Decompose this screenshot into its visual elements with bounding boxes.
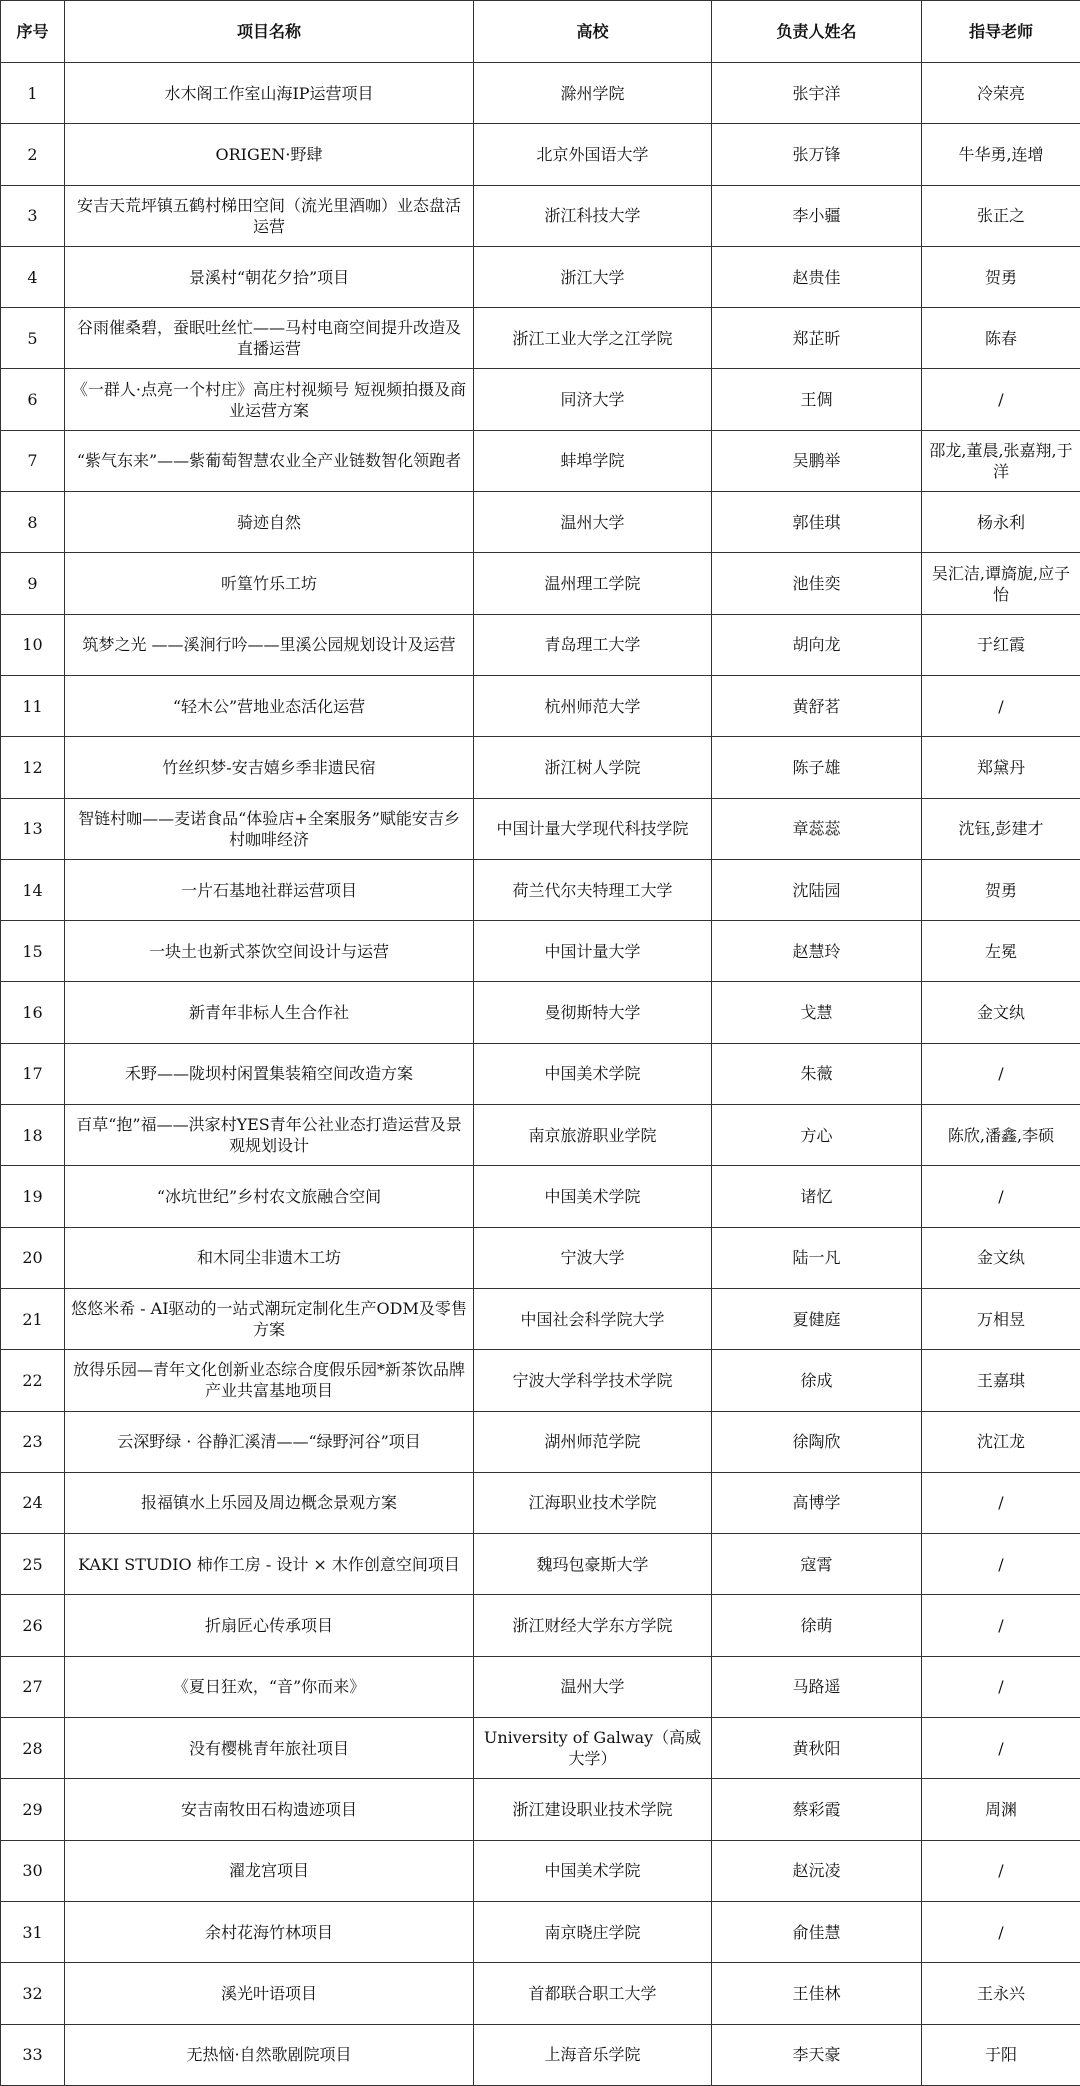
cell-school: 中国计量大学现代科技学院 — [474, 798, 712, 859]
cell-advisor: 万相昱 — [922, 1288, 1080, 1349]
cell-no: 2 — [1, 124, 65, 185]
table-row — [1, 2024, 1080, 2085]
cell-no: 18 — [1, 1105, 65, 1166]
cell-leader: 朱薇 — [712, 1043, 922, 1104]
cell-school: 中国美术学院 — [474, 1043, 712, 1104]
cell-leader: 赵慧玲 — [712, 921, 922, 982]
header-leader: 负责人姓名 — [712, 1, 922, 63]
cell-school: 上海音乐学院 — [474, 2024, 712, 2085]
table-row — [1, 1718, 1080, 1779]
cell-school: 杭州师范大学 — [474, 675, 712, 736]
cell-no: 10 — [1, 614, 65, 675]
cell-leader: 诸忆 — [712, 1166, 922, 1227]
cell-school: 浙江工业大学之江学院 — [474, 308, 712, 369]
cell-no: 1 — [1, 63, 65, 124]
cell-leader: 蔡彩霞 — [712, 1779, 922, 1840]
table-row — [1, 737, 1080, 798]
table-row — [1, 1534, 1080, 1595]
table-row — [1, 63, 1080, 124]
cell-project: 折扇匠心传承项目 — [65, 1595, 474, 1656]
cell-school: 浙江大学 — [474, 246, 712, 307]
cell-project: 水木阁工作室山海IP运营项目 — [65, 63, 474, 124]
cell-no: 12 — [1, 737, 65, 798]
cell-project: KAKI STUDIO 柿作工房 - 设计 × 木作创意空间项目 — [65, 1534, 474, 1595]
table-row — [1, 982, 1080, 1043]
cell-advisor: 王嘉琪 — [922, 1350, 1080, 1411]
cell-school: 滁州学院 — [474, 63, 712, 124]
table-row — [1, 1043, 1080, 1104]
cell-no: 26 — [1, 1595, 65, 1656]
table-row — [1, 1779, 1080, 1840]
table-row — [1, 1411, 1080, 1472]
cell-advisor: 于红霞 — [922, 614, 1080, 675]
cell-project: 没有樱桃青年旅社项目 — [65, 1718, 474, 1779]
cell-project: 《夏日狂欢，“音”你而来》 — [65, 1656, 474, 1717]
cell-project: 无热恼·自然歌剧院项目 — [65, 2024, 474, 2085]
cell-advisor: 张正之 — [922, 185, 1080, 246]
cell-school: 湖州师范学院 — [474, 1411, 712, 1472]
table-row — [1, 1105, 1080, 1166]
cell-leader: 徐成 — [712, 1350, 922, 1411]
table-row — [1, 675, 1080, 736]
cell-no: 19 — [1, 1166, 65, 1227]
cell-no: 28 — [1, 1718, 65, 1779]
cell-leader: 徐陶欣 — [712, 1411, 922, 1472]
table-row — [1, 1656, 1080, 1717]
cell-advisor: / — [922, 1472, 1080, 1533]
cell-project: 云深野绿 · 谷静汇溪清——“绿野河谷”项目 — [65, 1411, 474, 1472]
cell-project: 骑迹自然 — [65, 492, 474, 553]
table-row — [1, 1472, 1080, 1533]
cell-school: 江海职业技术学院 — [474, 1472, 712, 1533]
cell-project: 景溪村“朝花夕拾”项目 — [65, 246, 474, 307]
table-row — [1, 614, 1080, 675]
cell-leader: 陆一凡 — [712, 1227, 922, 1288]
cell-no: 21 — [1, 1288, 65, 1349]
cell-leader: 池佳奕 — [712, 553, 922, 614]
cell-leader: 黄秋阳 — [712, 1718, 922, 1779]
cell-no: 15 — [1, 921, 65, 982]
cell-advisor: / — [922, 1043, 1080, 1104]
cell-leader: 王倜 — [712, 369, 922, 430]
cell-no: 16 — [1, 982, 65, 1043]
cell-school: 北京外国语大学 — [474, 124, 712, 185]
cell-project: 余村花海竹林项目 — [65, 1901, 474, 1962]
cell-no: 25 — [1, 1534, 65, 1595]
cell-school: 中国社会科学院大学 — [474, 1288, 712, 1349]
cell-advisor: / — [922, 675, 1080, 736]
cell-no: 13 — [1, 798, 65, 859]
cell-leader: 章蕊蕊 — [712, 798, 922, 859]
cell-project: “紫气东来”——紫葡萄智慧农业全产业链数智化领跑者 — [65, 430, 474, 491]
cell-leader: 赵贵佳 — [712, 246, 922, 307]
cell-advisor: 冷荣亮 — [922, 63, 1080, 124]
cell-school: 中国计量大学 — [474, 921, 712, 982]
cell-advisor: / — [922, 1718, 1080, 1779]
cell-school: 青岛理工大学 — [474, 614, 712, 675]
cell-project: 《一群人·点亮一个村庄》高庄村视频号 短视频拍摄及商业运营方案 — [65, 369, 474, 430]
cell-leader: 戈慧 — [712, 982, 922, 1043]
cell-advisor: 郑黛丹 — [922, 737, 1080, 798]
cell-project: 放得乐园—青年文化创新业态综合度假乐园*新茶饮品牌产业共富基地项目 — [65, 1350, 474, 1411]
cell-advisor: 陈欣,潘鑫,李硕 — [922, 1105, 1080, 1166]
table-row — [1, 1595, 1080, 1656]
cell-school: 中国美术学院 — [474, 1840, 712, 1901]
cell-advisor: 贺勇 — [922, 246, 1080, 307]
cell-advisor: 沈钰,彭建才 — [922, 798, 1080, 859]
cell-no: 7 — [1, 430, 65, 491]
cell-no: 5 — [1, 308, 65, 369]
cell-no: 22 — [1, 1350, 65, 1411]
cell-leader: 赵沅凌 — [712, 1840, 922, 1901]
cell-leader: 陈子雄 — [712, 737, 922, 798]
cell-advisor: 陈春 — [922, 308, 1080, 369]
cell-project: 智链村咖——麦诺食品“体验店+全案服务”赋能安吉乡村咖啡经济 — [65, 798, 474, 859]
cell-advisor: 杨永利 — [922, 492, 1080, 553]
cell-no: 6 — [1, 369, 65, 430]
table-row — [1, 553, 1080, 614]
cell-no: 32 — [1, 1963, 65, 2024]
cell-project: 百草“抱”福——洪家村YES青年公社业态打造运营及景观规划设计 — [65, 1105, 474, 1166]
cell-advisor: 金文纨 — [922, 1227, 1080, 1288]
cell-advisor: 于阳 — [922, 2024, 1080, 2085]
cell-school: 南京旅游职业学院 — [474, 1105, 712, 1166]
cell-no: 8 — [1, 492, 65, 553]
cell-project: “轻木公”营地业态活化运营 — [65, 675, 474, 736]
table-row — [1, 369, 1080, 430]
cell-leader: 高博学 — [712, 1472, 922, 1533]
table-row — [1, 921, 1080, 982]
cell-school: 宁波大学 — [474, 1227, 712, 1288]
cell-leader: 方心 — [712, 1105, 922, 1166]
cell-project: 和木同尘非遗木工坊 — [65, 1227, 474, 1288]
cell-no: 9 — [1, 553, 65, 614]
cell-project: ORIGEN·野肆 — [65, 124, 474, 185]
cell-leader: 马路遥 — [712, 1656, 922, 1717]
cell-school: 浙江建设职业技术学院 — [474, 1779, 712, 1840]
cell-advisor: 贺勇 — [922, 859, 1080, 920]
cell-leader: 吴鹏举 — [712, 430, 922, 491]
cell-no: 23 — [1, 1411, 65, 1472]
cell-project: 悠悠米希 - AI驱动的一站式潮玩定制化生产ODM及零售方案 — [65, 1288, 474, 1349]
cell-leader: 徐萌 — [712, 1595, 922, 1656]
cell-no: 4 — [1, 246, 65, 307]
cell-advisor: 吴汇洁,谭旖旎,应子怡 — [922, 553, 1080, 614]
table-header-row — [1, 1, 1080, 63]
cell-advisor: / — [922, 1166, 1080, 1227]
cell-advisor: / — [922, 369, 1080, 430]
header-project: 项目名称 — [65, 1, 474, 63]
cell-school: 荷兰代尔夫特理工大学 — [474, 859, 712, 920]
cell-school: University of Galway（高威大学） — [474, 1718, 712, 1779]
cell-advisor: / — [922, 1656, 1080, 1717]
cell-leader: 郑芷昕 — [712, 308, 922, 369]
cell-leader: 胡向龙 — [712, 614, 922, 675]
cell-school: 温州理工学院 — [474, 553, 712, 614]
table-row — [1, 1901, 1080, 1962]
cell-no: 17 — [1, 1043, 65, 1104]
cell-advisor: / — [922, 1840, 1080, 1901]
table-body — [1, 63, 1080, 2086]
header-no: 序号 — [1, 1, 65, 63]
cell-project: 听篁竹乐工坊 — [65, 553, 474, 614]
cell-school: 魏玛包豪斯大学 — [474, 1534, 712, 1595]
cell-school: 蚌埠学院 — [474, 430, 712, 491]
cell-advisor: / — [922, 1901, 1080, 1962]
cell-project: 安吉南牧田石构遗迹项目 — [65, 1779, 474, 1840]
cell-project: 一片石基地社群运营项目 — [65, 859, 474, 920]
cell-project: 一块土也新式茶饮空间设计与运营 — [65, 921, 474, 982]
cell-school: 中国美术学院 — [474, 1166, 712, 1227]
cell-project: 禾野——陇坝村闲置集装箱空间改造方案 — [65, 1043, 474, 1104]
cell-no: 20 — [1, 1227, 65, 1288]
cell-project: 谷雨催桑碧，蚕眠吐丝忙——马村电商空间提升改造及直播运营 — [65, 308, 474, 369]
header-school: 高校 — [474, 1, 712, 63]
cell-advisor: 沈江龙 — [922, 1411, 1080, 1472]
cell-no: 11 — [1, 675, 65, 736]
cell-school: 宁波大学科学技术学院 — [474, 1350, 712, 1411]
cell-leader: 李天豪 — [712, 2024, 922, 2085]
table-row — [1, 308, 1080, 369]
cell-leader: 俞佳慧 — [712, 1901, 922, 1962]
cell-project: 筑梦之光 ——溪涧行吟——里溪公园规划设计及运营 — [65, 614, 474, 675]
table-row — [1, 1288, 1080, 1349]
header-advisor: 指导老师 — [922, 1, 1080, 63]
cell-no: 27 — [1, 1656, 65, 1717]
cell-advisor: 周渊 — [922, 1779, 1080, 1840]
cell-project: 濯龙宫项目 — [65, 1840, 474, 1901]
cell-no: 33 — [1, 2024, 65, 2085]
cell-project: 安吉天荒坪镇五鹤村梯田空间（流光里酒咖）业态盘活运营 — [65, 185, 474, 246]
cell-advisor: 金文纨 — [922, 982, 1080, 1043]
cell-leader: 沈陆园 — [712, 859, 922, 920]
table-row — [1, 1963, 1080, 2024]
cell-school: 首都联合职工大学 — [474, 1963, 712, 2024]
table-row — [1, 185, 1080, 246]
cell-advisor: 左冕 — [922, 921, 1080, 982]
cell-school: 浙江科技大学 — [474, 185, 712, 246]
cell-no: 24 — [1, 1472, 65, 1533]
cell-school: 曼彻斯特大学 — [474, 982, 712, 1043]
cell-school: 浙江树人学院 — [474, 737, 712, 798]
table-row — [1, 124, 1080, 185]
cell-leader: 黄舒茗 — [712, 675, 922, 736]
table-row — [1, 859, 1080, 920]
cell-leader: 寇霄 — [712, 1534, 922, 1595]
cell-leader: 郭佳琪 — [712, 492, 922, 553]
cell-school: 南京晓庄学院 — [474, 1901, 712, 1962]
cell-no: 3 — [1, 185, 65, 246]
cell-advisor: / — [922, 1534, 1080, 1595]
cell-no: 14 — [1, 859, 65, 920]
table-row — [1, 798, 1080, 859]
cell-project: 新青年非标人生合作社 — [65, 982, 474, 1043]
table-row — [1, 1227, 1080, 1288]
cell-project: “冰坑世纪”乡村农文旅融合空间 — [65, 1166, 474, 1227]
cell-project: 溪光叶语项目 — [65, 1963, 474, 2024]
cell-advisor: 邵龙,董晨,张嘉翔,于洋 — [922, 430, 1080, 491]
cell-project: 报福镇水上乐园及周边概念景观方案 — [65, 1472, 474, 1533]
cell-no: 31 — [1, 1901, 65, 1962]
table-row — [1, 1350, 1080, 1411]
cell-school: 温州大学 — [474, 1656, 712, 1717]
cell-leader: 张宇洋 — [712, 63, 922, 124]
cell-school: 温州大学 — [474, 492, 712, 553]
cell-leader: 夏健庭 — [712, 1288, 922, 1349]
cell-no: 29 — [1, 1779, 65, 1840]
cell-no: 30 — [1, 1840, 65, 1901]
table-row — [1, 246, 1080, 307]
cell-leader: 王佳林 — [712, 1963, 922, 2024]
cell-leader: 李小疆 — [712, 185, 922, 246]
cell-leader: 张万锋 — [712, 124, 922, 185]
table-row — [1, 1166, 1080, 1227]
table-row — [1, 1840, 1080, 1901]
cell-advisor: / — [922, 1595, 1080, 1656]
table-row — [1, 430, 1080, 491]
cell-school: 浙江财经大学东方学院 — [474, 1595, 712, 1656]
cell-advisor: 牛华勇,连增 — [922, 124, 1080, 185]
cell-advisor: 王永兴 — [922, 1963, 1080, 2024]
cell-project: 竹丝织梦-安吉嬉乡季非遗民宿 — [65, 737, 474, 798]
cell-school: 同济大学 — [474, 369, 712, 430]
table-row — [1, 492, 1080, 553]
